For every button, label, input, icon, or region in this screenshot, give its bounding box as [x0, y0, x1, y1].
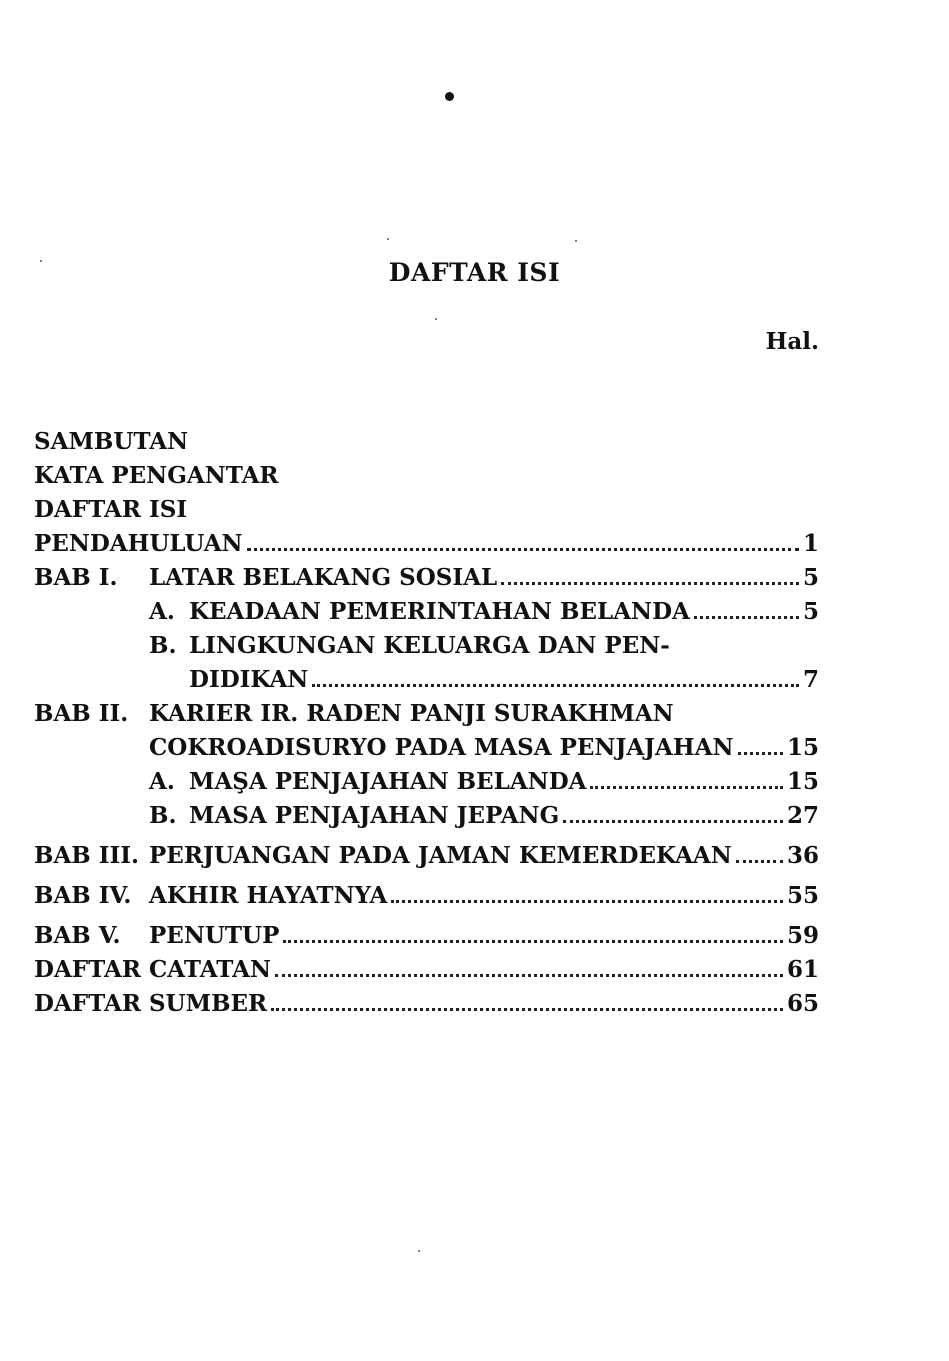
toc-page-number: 65 — [786, 990, 819, 1017]
toc-label: LATAR BELAKANG SOSIAL — [149, 564, 498, 591]
toc-entry-bab-1-b[interactable] — [34, 629, 819, 663]
toc-entry-bab-1[interactable] — [34, 561, 819, 595]
dot-leader — [590, 786, 783, 789]
toc-label: KEADAAN PEMERINTAHAN BELANDA — [189, 598, 690, 625]
toc-entry-bab-2-a[interactable] — [34, 765, 819, 799]
toc-page-number: 5 — [802, 564, 819, 591]
dot-leader — [501, 582, 799, 585]
scan-speck — [435, 318, 437, 320]
toc-page-number: 15 — [786, 768, 819, 795]
dot-leader — [271, 1008, 783, 1011]
toc-page-number: 27 — [786, 802, 819, 829]
toc-label: KATA PENGANTAR — [34, 462, 279, 489]
page-title: DAFTAR ISI — [388, 258, 561, 287]
toc-label: DIDIKAN — [189, 666, 309, 693]
toc-page-number: 36 — [786, 842, 819, 869]
dot-leader — [563, 820, 783, 823]
section-letter: B. — [149, 632, 177, 659]
toc-page-number: 7 — [802, 666, 819, 693]
dot-leader — [694, 616, 799, 619]
toc-label: PERJUANGAN PADA JAMAN KEMERDEKAAN — [149, 842, 732, 869]
toc-entry-sambutan[interactable] — [34, 425, 819, 459]
toc-entry-kata-pengantar[interactable] — [34, 459, 819, 493]
section-letter: B. — [149, 802, 177, 829]
toc-entry-bab-1-b-cont[interactable] — [34, 663, 819, 697]
chapter-number: BAB V. — [34, 922, 121, 949]
toc-label: COKROADISURYO PADA MASA PENJAJAHAN — [149, 734, 734, 761]
chapter-number: BAB III. — [34, 842, 140, 869]
toc-entry-bab-5[interactable] — [34, 919, 819, 953]
dot-leader — [283, 940, 783, 943]
scan-speck — [418, 1250, 420, 1252]
toc-entry-daftar-catatan[interactable] — [34, 953, 819, 987]
chapter-number: BAB I. — [34, 564, 118, 591]
dot-leader — [275, 974, 783, 977]
toc-entry-bab-2-b[interactable] — [34, 799, 819, 833]
toc-label: SAMBUTAN — [34, 428, 189, 455]
toc-entry-bab-1-a[interactable] — [34, 595, 819, 629]
toc-page-number: 61 — [786, 956, 819, 983]
toc-label: DAFTAR CATATAN — [34, 956, 272, 983]
toc-page-number: 1 — [802, 530, 819, 557]
toc-label: PENDAHULUAN — [34, 530, 243, 557]
dot-leader — [391, 900, 783, 903]
dot-leader — [736, 860, 783, 863]
toc-label: DAFTAR ISI — [34, 496, 188, 523]
toc-entry-bab-2[interactable] — [34, 697, 819, 731]
toc-entry-bab-4[interactable] — [34, 879, 819, 913]
toc-label: DAFTAR SUMBER — [34, 990, 268, 1017]
section-letter: A. — [149, 598, 175, 625]
section-letter: A. — [149, 768, 175, 795]
toc-entry-pendahuluan[interactable] — [34, 527, 819, 561]
page-column-header: Hal. — [765, 328, 819, 355]
toc-label: LINGKUNGAN KELUARGA DAN PEN- — [189, 632, 670, 659]
toc-page-number: 5 — [802, 598, 819, 625]
toc-label: MAŞA PENJAJAHAN BELANDA — [189, 768, 587, 795]
toc-label: MASA PENJAJAHAN JEPANG — [189, 802, 560, 829]
dot-leader — [312, 684, 799, 687]
chapter-number: BAB II. — [34, 700, 129, 727]
toc-entry-daftar-isi[interactable] — [34, 493, 819, 527]
toc-label: AKHIR HAYATNYA — [149, 882, 388, 909]
toc-entry-bab-3[interactable] — [34, 839, 819, 873]
toc-entry-daftar-sumber[interactable] — [34, 987, 819, 1021]
toc-page-number: 15 — [786, 734, 819, 761]
scan-speck — [575, 240, 577, 242]
dot-leader — [738, 752, 783, 755]
toc-label: PENUTUP — [149, 922, 280, 949]
dot-leader — [247, 548, 799, 551]
toc-label: KARIER IR. RADEN PANJI SURAKHMAN — [149, 700, 674, 727]
toc-page-number: 59 — [786, 922, 819, 949]
bullet-mark — [445, 92, 454, 101]
table-of-contents — [34, 425, 819, 1021]
toc-page-number: 55 — [786, 882, 819, 909]
scan-speck — [387, 238, 389, 240]
toc-entry-bab-2-cont[interactable] — [34, 731, 819, 765]
chapter-number: BAB IV. — [34, 882, 132, 909]
